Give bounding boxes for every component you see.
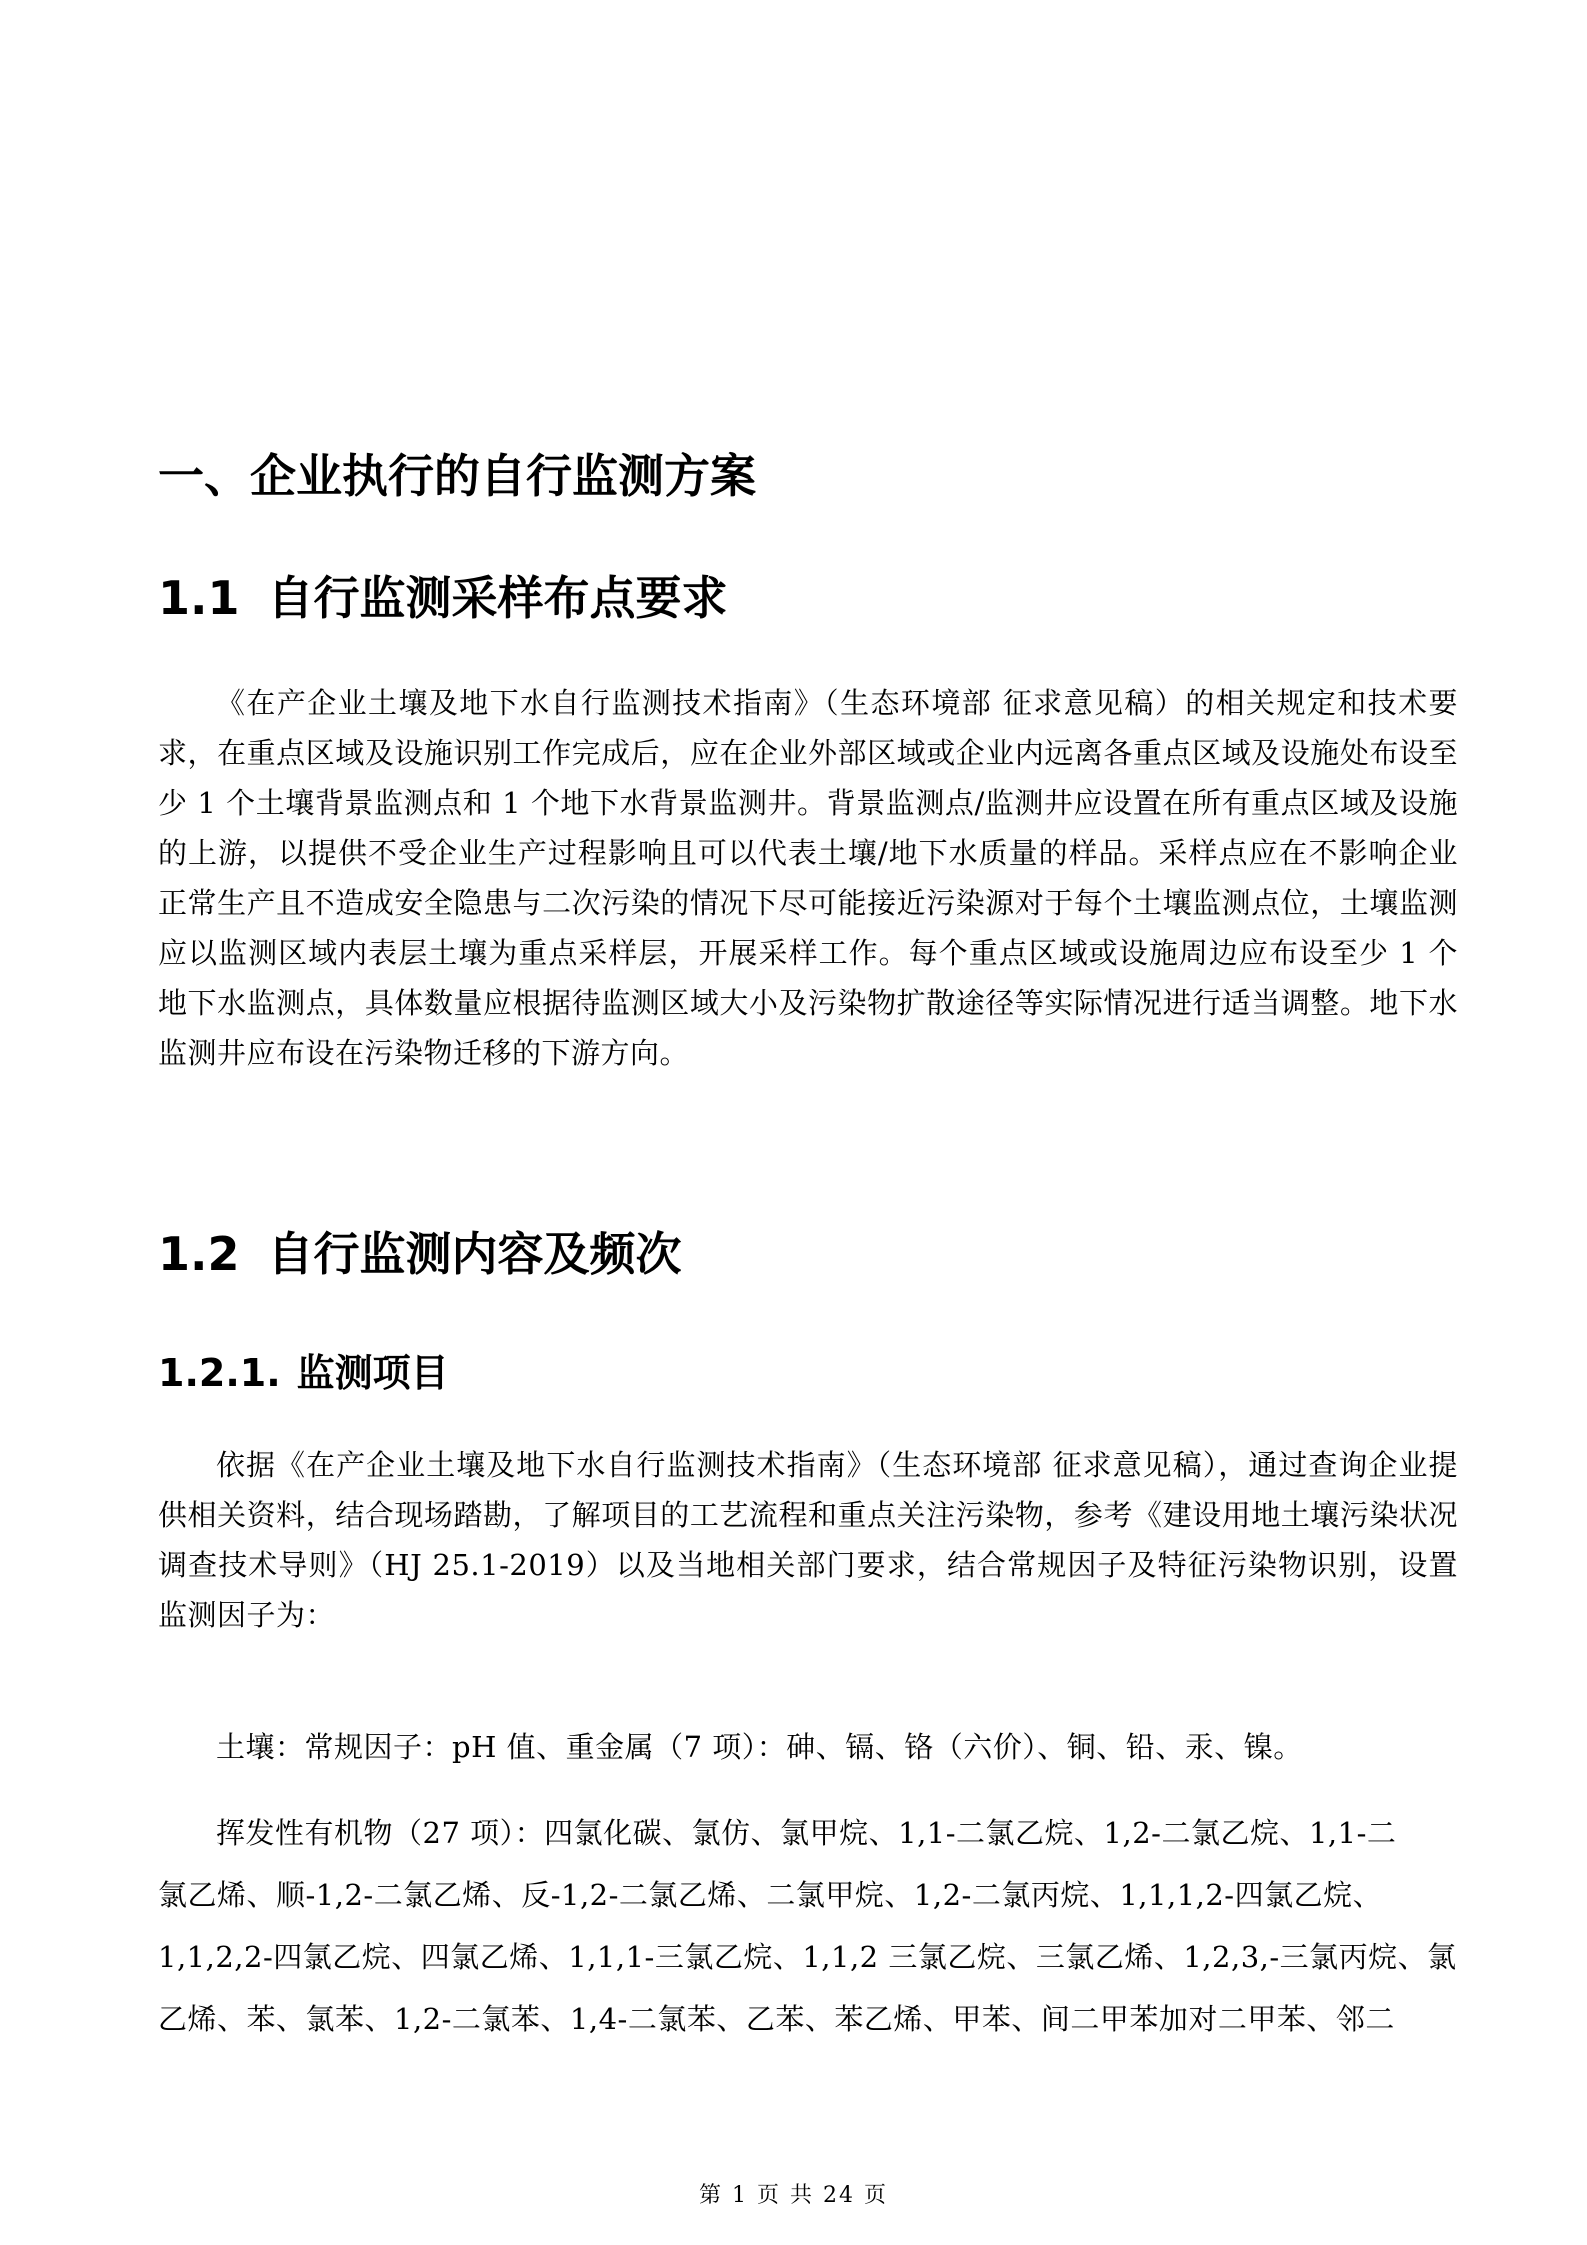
section-title: 自行监测内容及频次 xyxy=(267,1227,682,1281)
section-number: 1.2 xyxy=(158,1227,240,1281)
soil-factors-line: 土壤：常规因子：pH 值、重金属（7 项）：砷、镉、铬（六价）、铜、铅、汞、镍。 xyxy=(216,1730,1303,1764)
section-number: 1.1 xyxy=(158,571,240,625)
main-heading: 一、企业执行的自行监测方案 xyxy=(158,449,756,503)
paragraph-sampling-requirements: 《在产企业土壤及地下水自行监测技术指南》（生态环境部 征求意见稿）的相关规定和技术要求，在重点区域及设施识别工作完成后，应在企业外部区域或企业内远离各重点区域及设施处布设至少 1 个土壤背景监测点和 1 个地下水背景监测井。背景监测点/监测井应设置在所有重点区域及设施的上游，以提供不受企业生产过程影响且可以代表土壤/地下水质量的样品。采样点应在不影响企业正常生产且不造成安全隐患与二次污染的情况下尽可能接近污染源对于每个土壤监测点位，土壤监测应以监测区域内表层土壤为重点采样层，开展采样工作。每个重点区域或设施周边应布设至少 1 个地下水监测点，具体数量应根据待监测区域大小及污染物扩散途径等实际情况进行适当调整。地下水监测井应布设在污染物迁移的下游方向。 xyxy=(158,686,1458,1070)
section-heading-1-1 xyxy=(158,562,728,628)
paragraph-monitoring-items: 依据《在产企业土壤及地下水自行监测技术指南》（生态环境部 征求意见稿），通过查询企业提供相关资料，结合现场踏勘，了解项目的工艺流程和重点关注污染物，参考《建设用地土壤污染状况调查技术导则》（HJ 25.1-2019）以及当地相关部门要求，结合常规因子及特征污染物识别，设置监测因子为： xyxy=(158,1448,1458,1632)
voc-line-2: 氯乙烯、顺-1,2-二氯乙烯、反-1,2-二氯乙烯、二氯甲烷、1,2-二氯丙烷、1,1,1,2-四氯乙烷、 xyxy=(158,1878,1383,1912)
page-footer: 第 1 页 共 24 页 xyxy=(699,2183,888,2208)
section-title: 监测项目 xyxy=(296,1351,449,1395)
voc-line-1: 挥发性有机物（27 项）：四氯化碳、氯仿、氯甲烷、1,1-二氯乙烷、1,2-二氯乙烷、1,1-二 xyxy=(216,1816,1397,1850)
section-number: 1.2.1. xyxy=(158,1351,281,1395)
voc-line-4: 乙烯、苯、氯苯、1,2-二氯苯、1,4-二氯苯、乙苯、苯乙烯、甲苯、间二甲苯加对二甲苯、邻二 xyxy=(158,2002,1395,2036)
section-heading-1-2-1 xyxy=(158,1342,449,1397)
section-title: 自行监测采样布点要求 xyxy=(267,571,728,625)
voc-line-3: 1,1,2,2-四氯乙烷、四氯乙烯、1,1,1-三氯乙烷、1,1,2 三氯乙烷、三氯乙烯、1,2,3,-三氯丙烷、氯 xyxy=(158,1940,1457,1974)
section-heading-1-2 xyxy=(158,1218,682,1284)
